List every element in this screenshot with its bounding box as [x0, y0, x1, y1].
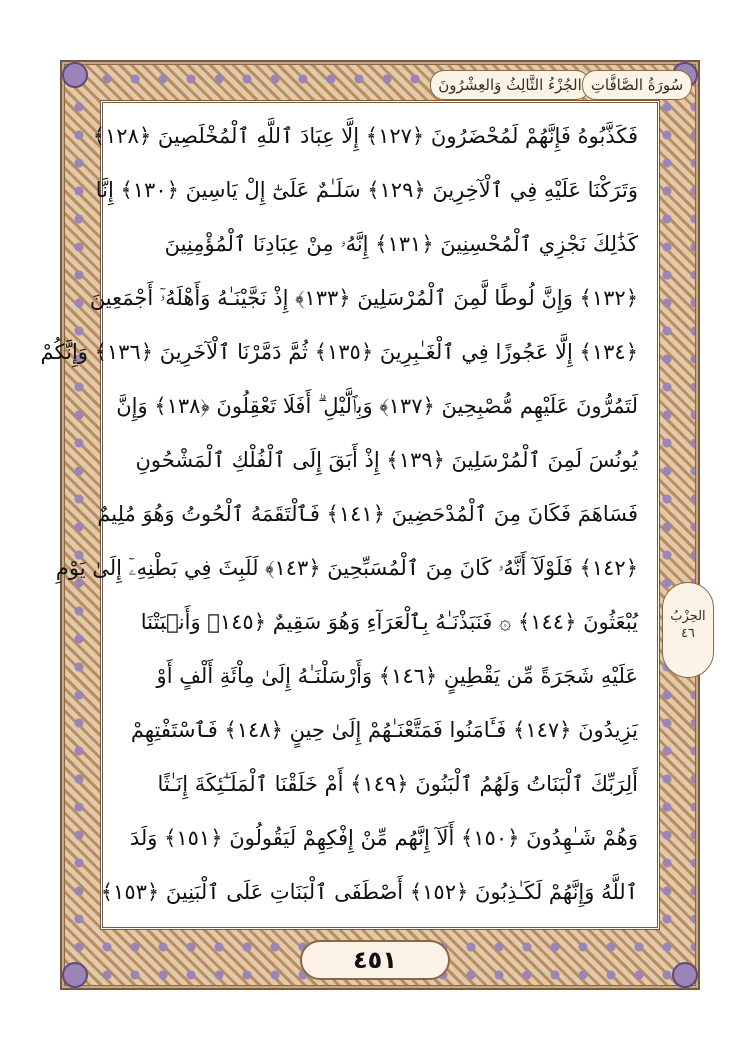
text-line: وَهُمْ شَـٰهِدُونَ ﴿١٥٠﴾ أَلَآ إِنَّهُم مِّنْ إِفْكِهِمْ لَيَقُولُونَ ﴿١٥١﴾ وَلَدَ	[129, 826, 638, 850]
text-line: لَتَمُرُّونَ عَلَيْهِم مُّصْبِحِينَ ﴿١٣٧﴾ وَبِٱلَّيْلِ ۗ أَفَلَا تَعْقِلُونَ ﴿١٣٨﴾ وَإِنَّ	[116, 394, 638, 418]
text-line: ﴿١٣٤﴾ إِلَّا عَجُوزًا فِي ٱلْغَـٰبِرِينَ ﴿١٣٥﴾ ثُمَّ دَمَّرْنَا ٱلْآخَرِينَ ﴿١٣٦﴾ وَإِنَّكُمْ	[40, 340, 638, 364]
text-line: يَزِيدُونَ ﴿١٤٧﴾ فَـَٔامَنُوا فَمَتَّعْنَـٰهُمْ إِلَىٰ حِينٍ ﴿١٤٨﴾ فَٱسْتَفْتِهِمْ	[130, 718, 638, 742]
text-line: وَتَرَكْنَا عَلَيْهِ فِي ٱلْآخِرِينَ ﴿١٢٩﴾ سَلَـٰمٌ عَلَىٰٓ إِلْ يَاسِينَ ﴿١٣٠﴾ إِنَّا	[95, 178, 638, 202]
corner-rosette-icon	[62, 62, 88, 88]
surah-header: سُورَةُ الصَّافَّاتِ	[582, 70, 692, 100]
text-line: كَذَٰلِكَ نَجْزِي ٱلْمُحْسِنِينَ ﴿١٣١﴾ إِنَّهُۥ مِنْ عِبَادِنَا ٱلْمُؤْمِنِينَ	[164, 232, 638, 256]
text-line: ﴿١٤٢﴾ فَلَوْلَآ أَنَّهُۥ كَانَ مِنَ ٱلْمُسَبِّحِينَ ﴿١٤٣﴾ لَلَبِثَ فِي بَطْنِهِۦٓ إِلَىٰ يَوْمِ	[55, 556, 638, 580]
text-line: ﴿١٣٢﴾ وَإِنَّ لُوطًا لَّمِنَ ٱلْمُرْسَلِينَ ﴿١٣٣﴾ إِذْ نَجَّيْنَـٰهُ وَأَهْلَهُۥٓ أَجْمَعِينَ	[89, 286, 638, 310]
corner-rosette-icon	[62, 962, 88, 988]
hizb-marker	[662, 582, 714, 678]
hizb-label: الحِزْبُ	[670, 609, 706, 624]
corner-rosette-icon	[672, 962, 698, 988]
text-line: فَكَذَّبُوهُ فَإِنَّهُمْ لَمُحْضَرُونَ ﴿١٢٧﴾ إِلَّا عِبَادَ ٱللَّهِ ٱلْمُخْلَصِينَ ﴿١٢٨﴾	[92, 124, 638, 148]
text-line: فَسَاهَمَ فَكَانَ مِنَ ٱلْمُدْحَضِينَ ﴿١٤١﴾ فَٱلْتَقَمَهُ ٱلْحُوتُ وَهُوَ مُلِيمٌ	[97, 502, 638, 526]
hizb-number: ٤٦	[681, 626, 695, 641]
text-line: يُبْعَثُونَ ﴿١٤٤﴾ ۞ فَنَبَذْنَـٰهُ بِٱلْعَرَآءِ وَهُوَ سَقِيمٌ ﴿١٤٥﴾ وَأَنۢبَتْنَا	[140, 610, 638, 634]
juz-header: الجُزْءُ الثَّالِثُ وَالعِشْرُونَ	[430, 70, 590, 100]
page-number: ٤٥١	[300, 940, 450, 980]
text-line: أَلِرَبِّكَ ٱلْبَنَاتُ وَلَهُمُ ٱلْبَنُونَ ﴿١٤٩﴾ أَمْ خَلَقْنَا ٱلْمَلَـٰٓئِكَةَ إِنَـٰثًا	[157, 772, 638, 796]
text-line: يُونُسَ لَمِنَ ٱلْمُرْسَلِينَ ﴿١٣٩﴾ إِذْ أَبَقَ إِلَى ٱلْفُلْكِ ٱلْمَشْحُونِ	[135, 448, 638, 472]
text-line: عَلَيْهِ شَجَرَةً مِّن يَقْطِينٍ ﴿١٤٦﴾ وَأَرْسَلْنَـٰهُ إِلَىٰ مِاْئَةِ أَلْفٍ أَوْ	[156, 664, 638, 688]
verse-text-area	[40, 104, 656, 926]
text-line: ٱللَّهُ وَإِنَّهُمْ لَكَـٰذِبُونَ ﴿١٥٢﴾ أَصْطَفَى ٱلْبَنَاتِ عَلَى ٱلْبَنِينَ ﴿١٥٣﴾	[100, 880, 638, 904]
